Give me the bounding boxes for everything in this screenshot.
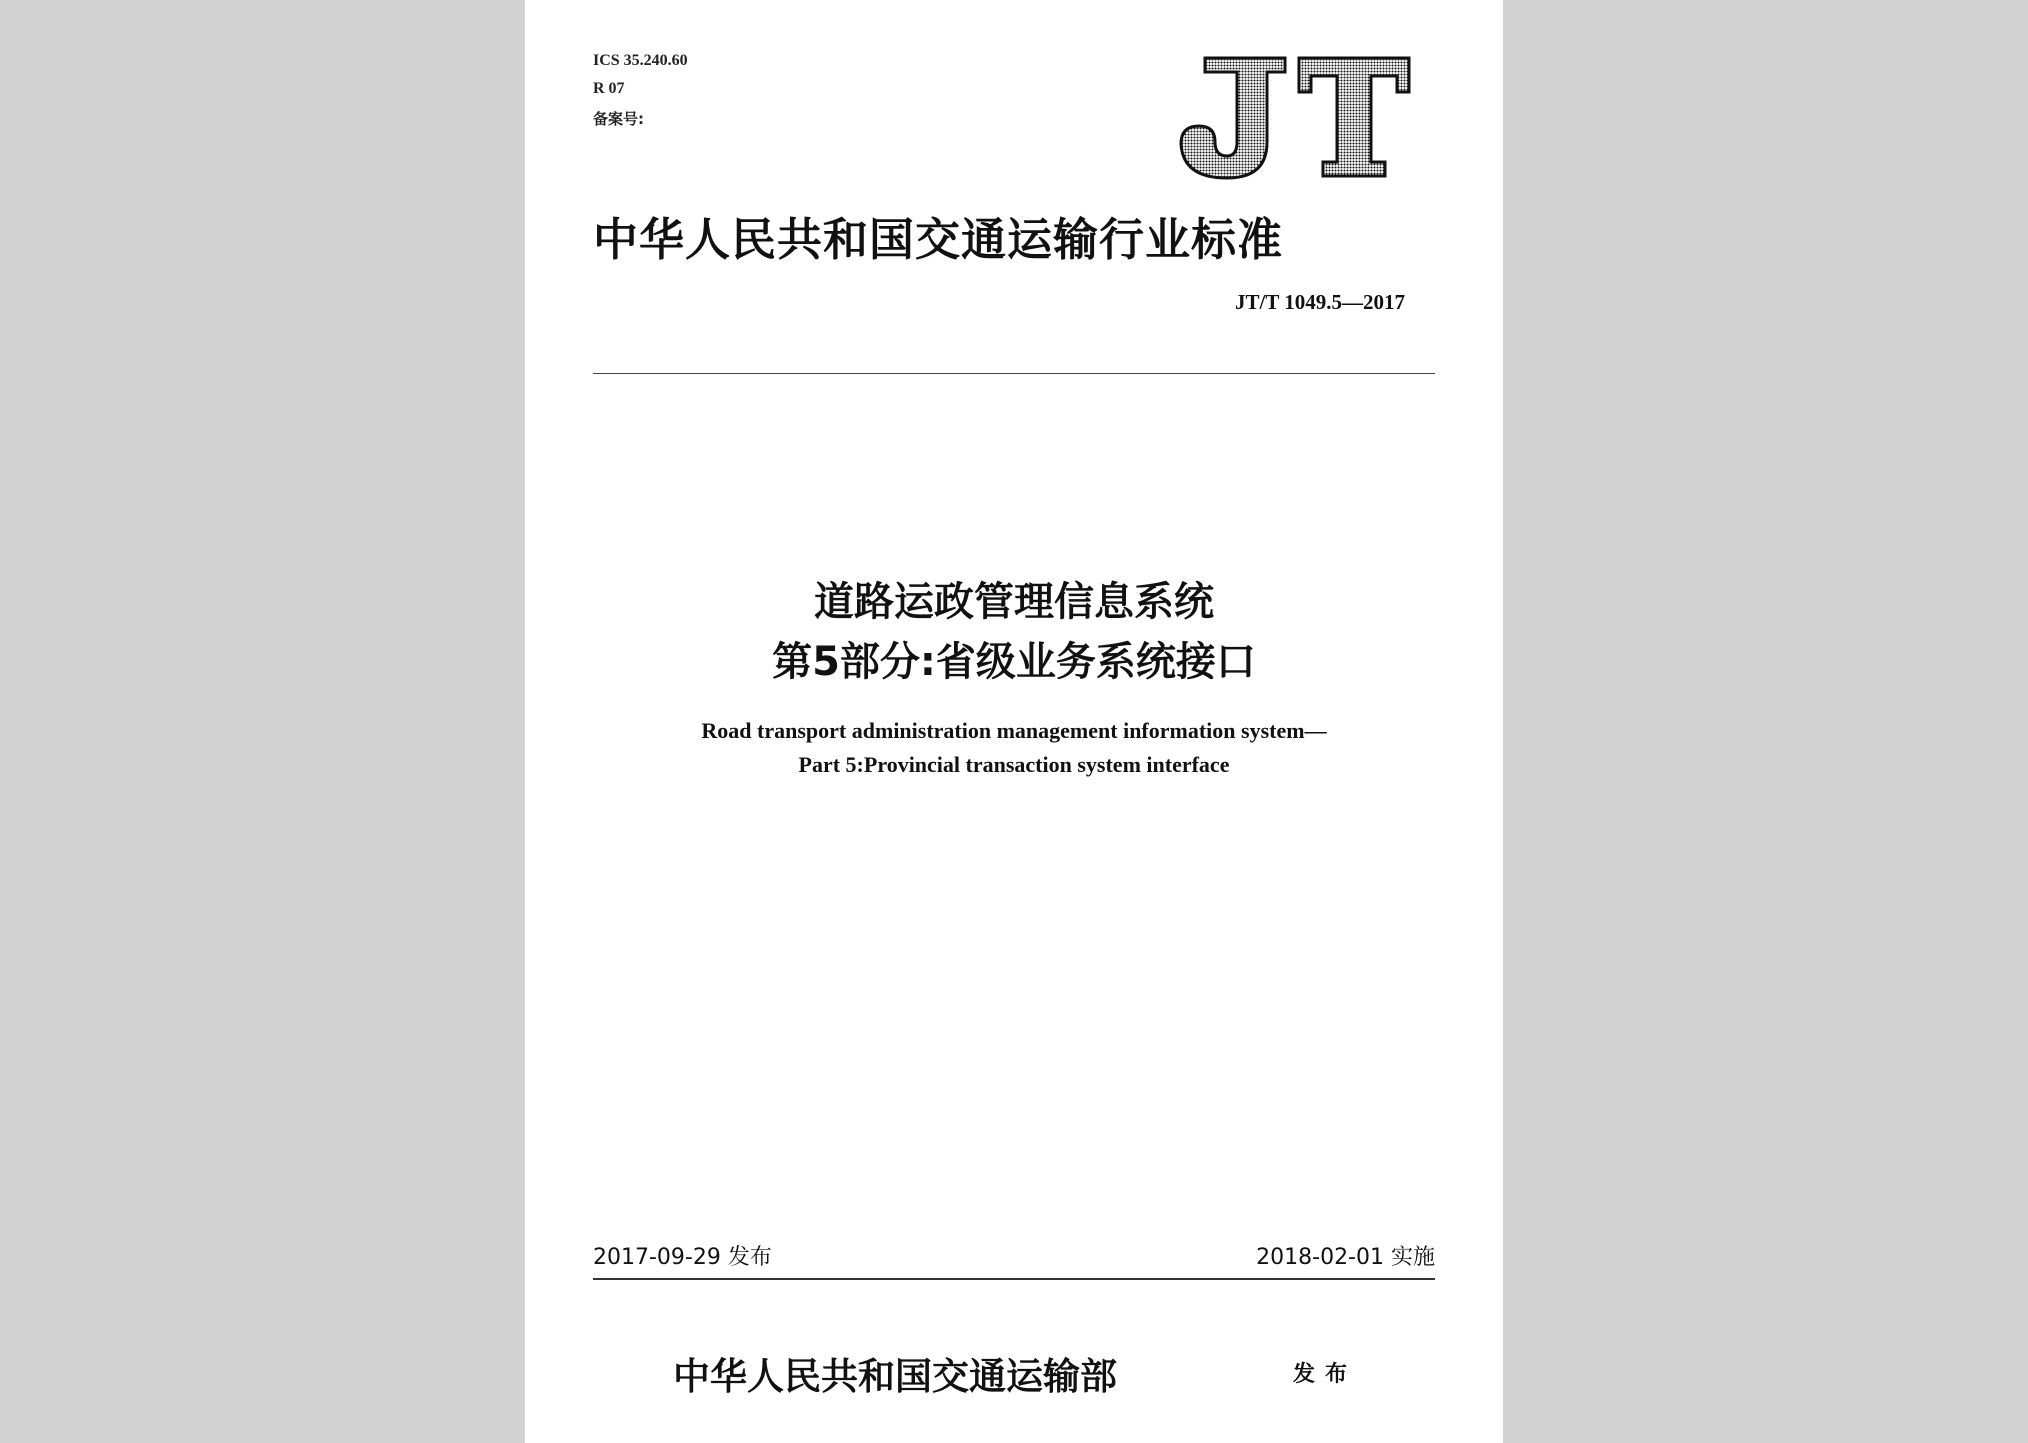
header-divider: [593, 373, 1435, 374]
class-code: R 07: [593, 80, 625, 97]
issue-date: 2017-09-29 发布: [593, 1245, 772, 1270]
publish-label: 发布: [1293, 1362, 1358, 1387]
jt-standard-logo-icon: [1175, 52, 1415, 180]
implementation-date: 2018-02-01 实施: [1256, 1245, 1435, 1270]
standard-org-title: 中华人民共和国交通运输行业标准: [593, 213, 1284, 266]
document-page: [525, 0, 1503, 1443]
footer-divider: [593, 1278, 1435, 1280]
ics-code: ICS 35.240.60: [593, 52, 688, 69]
title-cn-line2: 第5部分:省级业务系统接口: [772, 639, 1256, 685]
record-number-label: 备案号:: [593, 110, 644, 128]
title-en-line1: Road transport administration management information system—: [701, 718, 1327, 743]
standard-code: JT/T 1049.5—2017: [1235, 290, 1405, 314]
title-cn-line1: 道路运政管理信息系统: [814, 579, 1214, 625]
title-en-line2: Part 5:Provincial transaction system interface: [798, 752, 1230, 777]
publisher-name: 中华人民共和国交通运输部: [673, 1354, 1117, 1398]
